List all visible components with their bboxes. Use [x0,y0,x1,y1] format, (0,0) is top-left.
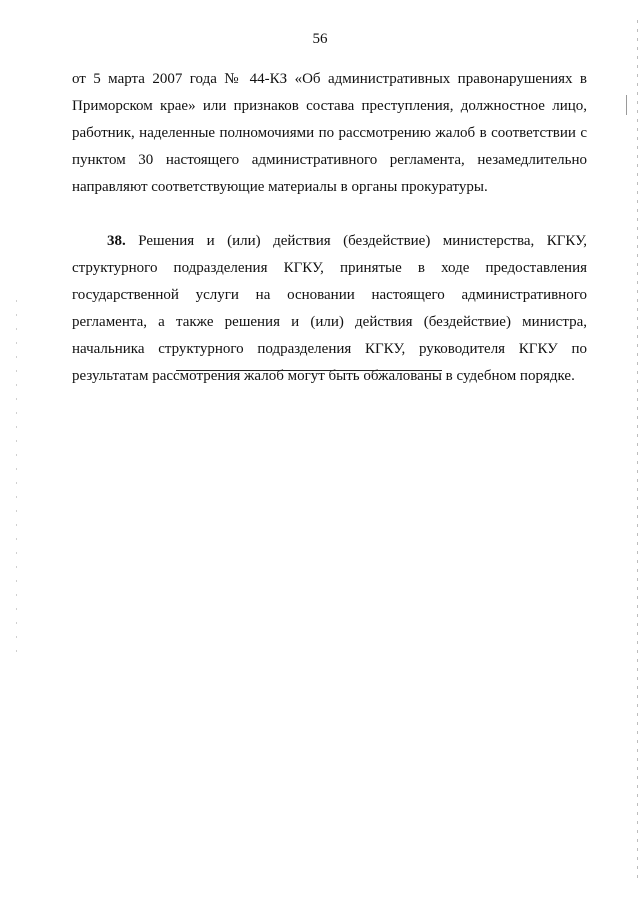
paragraph-item-38 [72,228,587,390]
scan-edge-left [16,300,17,660]
paragraph-text: от 5 марта 2007 года № 44-КЗ «Об административных правонарушениях в Приморском крае» или признаков состава преступления, должностное лицо, работник, наделенные полномочиями по рассмотрению жалоб в соответствии с пунктом 30 настоящего административного регламента, незамедлительно направляют соответствующие материалы в органы прокуратуры. [72,71,587,195]
page-number: 56 [312,31,328,47]
paragraph-continuation [72,66,587,201]
paragraph-body [72,228,587,390]
scan-mark [626,95,627,115]
item-number: 38. [107,233,126,249]
end-separator-line [176,370,442,371]
paragraph-text: Решения и (или) действия (бездействие) министерства, КГКУ, структурного подразделения КГКУ, принятые в ходе предоставления государственной услуги на основании настоящего административного регламента, а также решения и (или) действия (бездействие) министра, начальника структурного подразделения КГКУ, руководителя КГКУ по результатам рассмотрения жалоб могут быть обжалованы в судебном порядке. [72,233,587,384]
scan-edge-right [637,20,638,880]
